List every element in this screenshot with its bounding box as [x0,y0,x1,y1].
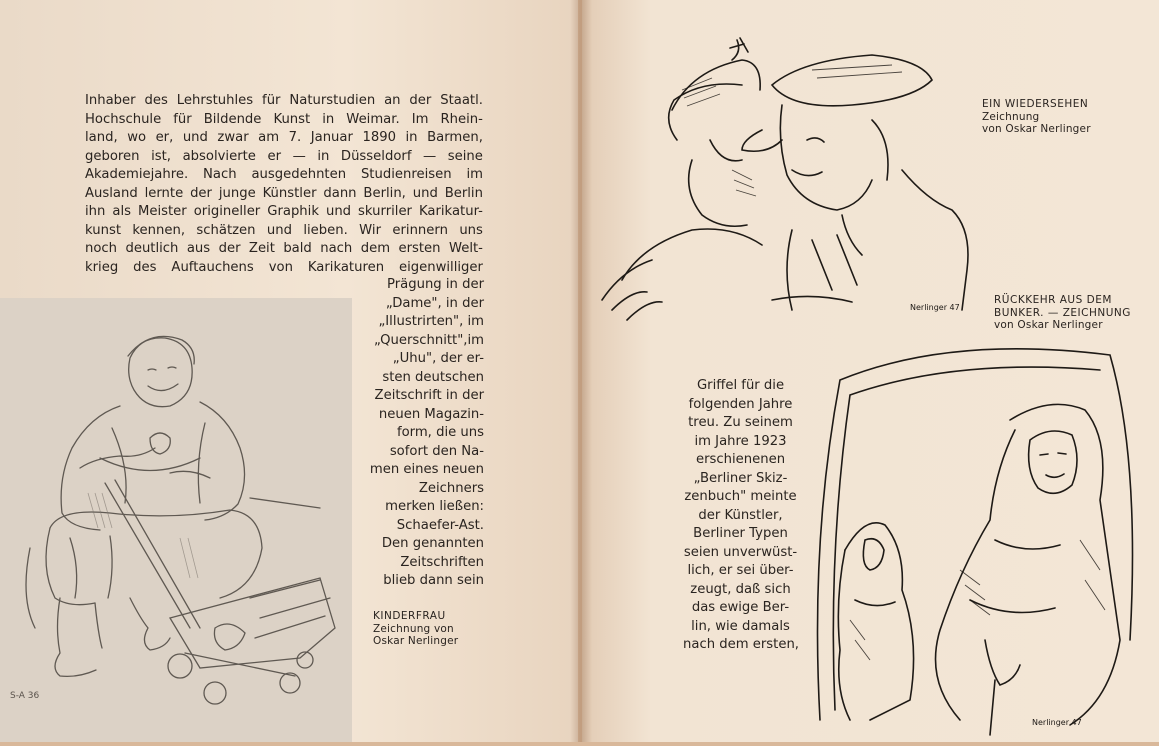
signature-top: Nerlinger 47 [910,303,960,312]
body-line: ihn als Meister origineller Graphik und skurriler Karikatur- [85,204,483,219]
column-line: „Illustrirten", im [378,314,484,329]
kinderfrau-drawing [0,298,352,742]
column-line: das ewige Ber- [691,600,790,615]
book-gutter [570,0,592,742]
column-line: „Berliner Skiz- [693,470,788,486]
left-body-text [85,92,483,277]
body-line: Hochschule für Bildende Kunst in Weimar. Im Rhein- [85,111,483,127]
body-line: Akademiejahre. Nach ausgedehnten Studienreisen im [85,167,483,182]
caption-line: Oskar Nerlinger [373,635,459,647]
column-line: Berliner Typen [693,526,788,541]
body-line: geboren ist, absolvierte er — in Düsseldorf — seine [85,148,483,164]
body-line: krieg des Auftauchens von Karikaturen eigenwilliger [85,259,483,275]
right-column-text [683,377,798,655]
body-line: Ausland lernte der junge Künstler dann Berlin, und Berlin [85,185,483,201]
body-line: kunst kennen, schätzen und lieben. Wir erinnern uns [85,222,483,238]
column-line: zenbuch" meinte [684,489,797,504]
column-line: form, die uns [396,425,484,440]
caption-line: von Oskar Nerlinger [982,123,1091,135]
rueckkehr-drawing [810,340,1150,740]
caption-title: EIN WIEDERSEHEN [982,98,1089,110]
body-line: noch deutlich aus der Zeit bald nach dem ersten Welt- [85,241,483,256]
column-line: treu. Zu seinem [688,415,793,430]
caption-title: RÜCKKEHR AUS DEM [994,294,1112,306]
column-line: sten deutschen [382,369,484,385]
wiedersehen-drawing [592,30,982,330]
column-line: im Jahre 1923 [694,433,787,449]
drawing-signature: S-A 36 [10,691,40,701]
column-line: „Dame", in der [385,295,484,311]
column-line: Schaefer-Ast. [396,517,484,533]
rueckkehr-caption [994,294,1131,332]
column-line: nach dem ersten, [683,637,800,652]
column-line: men eines neuen [369,462,484,477]
column-line: Zeitschriften [400,554,484,570]
caption-line: Zeichnung von [373,622,454,635]
caption-title: BUNKER. — ZEICHNUNG [994,306,1131,319]
column-line: folgenden Jahre [688,396,793,412]
column-line: „Querschnitt",im [374,332,484,348]
column-line: erschienenen [695,452,786,467]
column-line: „Uhu", der er- [392,351,484,366]
wiedersehen-caption [982,98,1091,136]
column-line: merken ließen: [385,499,484,514]
column-line: lin, wie damals [691,618,790,634]
rueckkehr-sketch [810,340,1150,740]
left-column-text [356,276,484,591]
wiedersehen-sketch [592,30,982,330]
column-line: sofort den Na- [389,443,484,459]
column-line: der Künstler, [698,507,783,523]
body-line: Inhaber des Lehrstuhles für Naturstudien an der Staatl. [85,93,483,108]
column-line: neuen Magazin- [378,406,484,422]
column-line: lich, er sei über- [687,563,794,578]
kinderfrau-caption [373,610,458,648]
column-line: Den genannten [381,536,484,551]
caption-title: KINDERFRAU [373,610,446,622]
kinderfrau-sketch [0,298,352,742]
body-line: land, wo er, und zwar am 7. Januar 1890 in Barmen, [85,130,483,145]
column-line: Zeitschrift in der [374,388,484,403]
caption-line: von Oskar Nerlinger [994,319,1103,331]
column-line: seien unverwüst- [683,544,798,560]
column-line: Prägung in der [387,277,484,292]
caption-line: Zeichnung [982,110,1040,123]
column-line: Zeichners [418,480,484,496]
signature-bottom: Nerlinger 47 [1032,718,1082,727]
column-line: Griffel für die [696,378,785,393]
column-line: blieb dann sein [383,573,484,588]
column-line: zeugt, daß sich [690,581,791,597]
